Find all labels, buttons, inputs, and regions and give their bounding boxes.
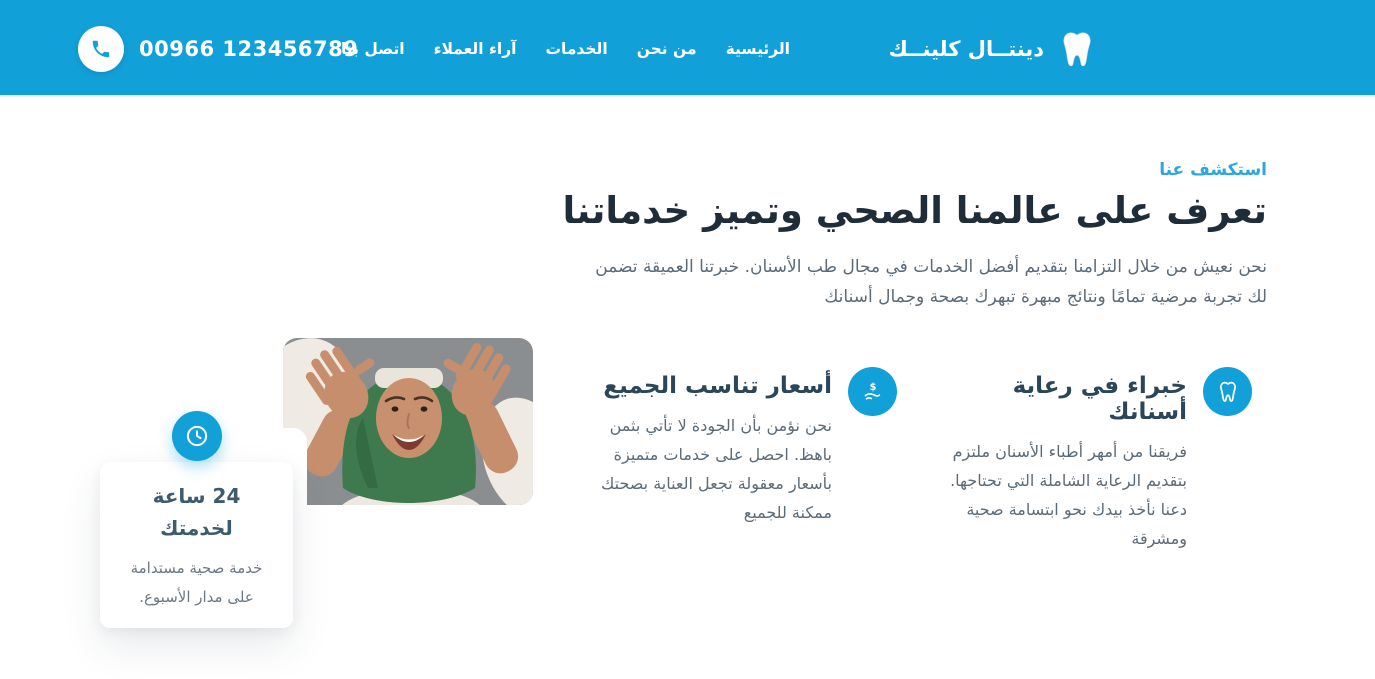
about-section-intro [562,160,1267,312]
feature-body [935,367,1187,553]
section-eyebrow: استكشف عنا [1159,160,1267,180]
phone-icon [78,26,124,72]
service-hours-card [100,462,293,628]
nav-item-home[interactable]: الرئيسية [725,39,790,58]
tooth-icon [1056,26,1098,72]
main-nav [341,0,790,97]
feature-dental-experts [935,367,1252,553]
nav-item-about[interactable]: من نحن [636,39,697,58]
service-hours-title: 24 ساعة لخدمتك [152,484,241,540]
clock-icon [172,411,222,461]
tooth-outline-icon [1203,367,1252,416]
nav-item-contact[interactable]: اتصل بنا [340,39,405,58]
nav-item-services[interactable]: الخدمات [545,39,608,58]
top-navbar [0,0,1375,97]
phone-number: 00966 123456789 [139,36,359,61]
service-hours-text: خدمة صحية مستدامة على مدار الأسبوع. [130,559,263,606]
feature-title: أسعار تناسب الجميع [603,373,832,399]
section-title: تعرف على عالمنا الصحي وتميز خدماتنا [562,189,1267,232]
feature-affordable-prices [580,367,897,553]
feature-title: خبراء في رعاية أسنانك [1012,373,1187,425]
section-description: نحن نعيش من خلال التزامنا بتقديم أفضل الخدمات في مجال طب الأسنان. خبرتنا العميقة تضمن لك تجربة مرضية تمامًا ونتائج مبهرة تبهرك بصحة وجمال أسنانك [595,257,1267,308]
brand-logo[interactable] [889,0,1098,97]
nav-item-testimonials[interactable]: آراء العملاء [433,39,517,58]
features-row [580,367,1252,553]
phone-contact[interactable] [78,0,358,97]
brand-name: دينتــال كلينــك [888,36,1044,61]
feature-body [580,367,832,527]
feature-text: نحن نؤمن بأن الجودة لا تأتي بثمن باهظ. احصل على خدمات متميزة بأسعار معقولة تجعل العناية بصحتك ممكنة للجميع [601,416,832,522]
money-hand-icon [848,367,897,416]
smiling-patient-photo [283,338,533,505]
feature-text: فريقنا من أمهر أطباء الأسنان ملتزم بتقديم الرعاية الشاملة التي تحتاجها. دعنا نأخذ بيدك نحو ابتسامة صحية ومشرقة [950,442,1187,548]
svg-text:$: $ [869,381,876,393]
